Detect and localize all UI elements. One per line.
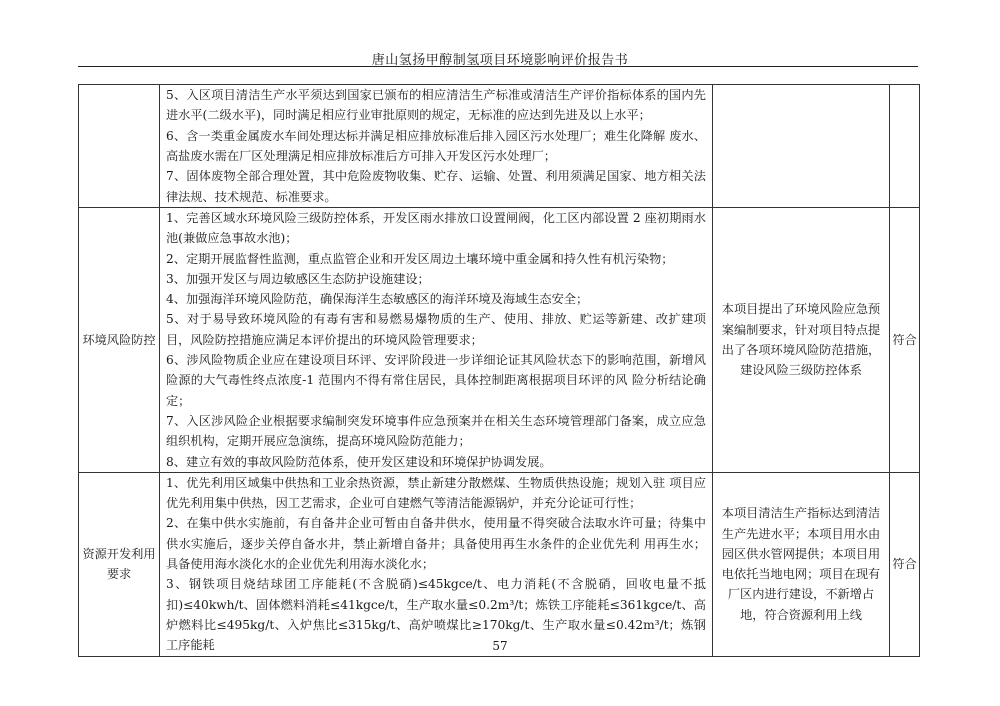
category-cell: 环境风险防控: [79, 208, 160, 473]
requirement-item: 6、涉风险物质企业应在建设项目环评、安评阶段进一步详细论证其风险状态下的影响范围，新增风险源的大气毒性终点浓度-1 范围内不得有常住居民，具体控制距离根据项目环评的风 险分析结论确定；: [166, 353, 706, 408]
requirement-item: 3、加强开发区与周边敏感区生态防护设施建设；: [166, 271, 430, 286]
requirement-item: 1、优先利用区域集中供热和工业余热资源，禁止新建分散燃煤、生物质供热设施；规划入驻 项目应优先利用集中供热，因工艺需求，企业可自建燃气等清洁能源锅炉，并充分论证可行性；: [166, 475, 706, 511]
result-cell: 符合: [890, 208, 920, 473]
table-row: [79, 208, 920, 473]
header-rule: [78, 66, 918, 67]
category-cell: [79, 85, 160, 208]
project-status-cell: [713, 85, 890, 208]
requirement-item: 7、入区涉风险企业根据要求编制突发环境事件应急预案并在相关生态环境管理部门备案，成立应急组织机构，定期开展应急演练，提高环境风险防范能力；: [166, 413, 706, 449]
result-cell: 符合: [890, 472, 920, 656]
requirement-item: 1、完善区域水环境风险三级防控体系，开发区雨水排放口设置闸阀，化工区内部设置 2 座初期雨水池(兼做应急事故水池)；: [166, 211, 706, 246]
requirement-item: 5、对于易导致环境风险的有毒有害和易燃易爆物质的生产、使用、排放、贮运等新建、改扩建项目，风险防控措施应满足本评价提出的环境风险管理要求；: [166, 312, 706, 347]
requirement-item: 6、含一类重金属废水车间处理达标并满足相应排放标准后排入园区污水处理厂；难生化降解 废水、高盐废水需在厂区处理满足相应排放标准后方可排入开发区污水处理厂；: [166, 128, 706, 163]
page-number: 57: [492, 639, 508, 653]
requirement-item: 5、入区项目清洁生产水平须达到国家已颁布的相应清洁生产标准或清洁生产评价指标体系的国内先进水平(二级水平)，同时满足相应行业审批原则的规定，无标准的应达到先进及以上水平；: [166, 88, 706, 123]
requirements-cell: [160, 472, 713, 656]
project-status-cell: 本项目清洁生产指标达到清洁生产先进水平；本项目用水由园区供水管网提供；本项目用电依托当地电网；项目在现有厂区内进行建设，不新增占地，符合资源利用上线: [713, 472, 890, 656]
requirement-item: 2、在集中供水实施前，有自备井企业可暂由自备井供水，使用量不得突破合法取水许可量；待集中供水实施后，逐步关停自备水井，禁止新增自备井；具备使用再生水条件的企业优先利 用再生水；具备使用海水淡化水的企业优先利用海水淡化水；: [166, 516, 706, 572]
requirements-cell: [160, 208, 713, 473]
requirement-item: 7、固体废物全部合理处置，其中危险废物收集、贮存、运输、处置、利用须满足国家、地方相关法律法规、技术规范、标准要求。: [166, 169, 706, 204]
project-status-cell: 本项目提出了环境风险应急预案编制要求，针对项目特点提出了各项环境风险防范措施，建设风险三级防控体系: [713, 208, 890, 473]
table-row: [79, 85, 920, 208]
requirements-cell: [160, 85, 713, 208]
result-cell: [890, 85, 920, 208]
category-cell: 资源开发利用要求: [79, 472, 160, 656]
requirement-item: 8、建立有效的事故风险防范体系，使开发区建设和环境保护协调发展。: [166, 454, 552, 469]
compliance-table: [78, 84, 920, 657]
document-header-title: 唐山氢扬甲醇制氢项目环境影响评价报告书: [371, 53, 629, 68]
requirement-item: 4、加强海洋环境风险防范，确保海洋生态敏感区的海洋环境及海域生态安全；: [166, 292, 589, 307]
requirement-item: 2、定期开展监督性监测，重点监管企业和开发区周边土壤环境中重金属和持久性有机污染物；: [166, 251, 674, 266]
requirement-item: 3、钢铁项目烧结球团工序能耗(不含脱硝)≤45kgce/t、电力消耗(不含脱硝，回收电量不抵扣)≤40kwh/t、固体燃料消耗≤41kgce/t，生产取水量≤0.2m³/t；炼铁工序能耗≤361kgce/t、高炉燃料比≤495kg/t、入炉焦比≤315kg/t、高炉喷煤比≥170kg/t、生产取水量≤0.42m³/t；炼钢工序能耗: [166, 577, 706, 653]
table-row: [79, 472, 920, 656]
